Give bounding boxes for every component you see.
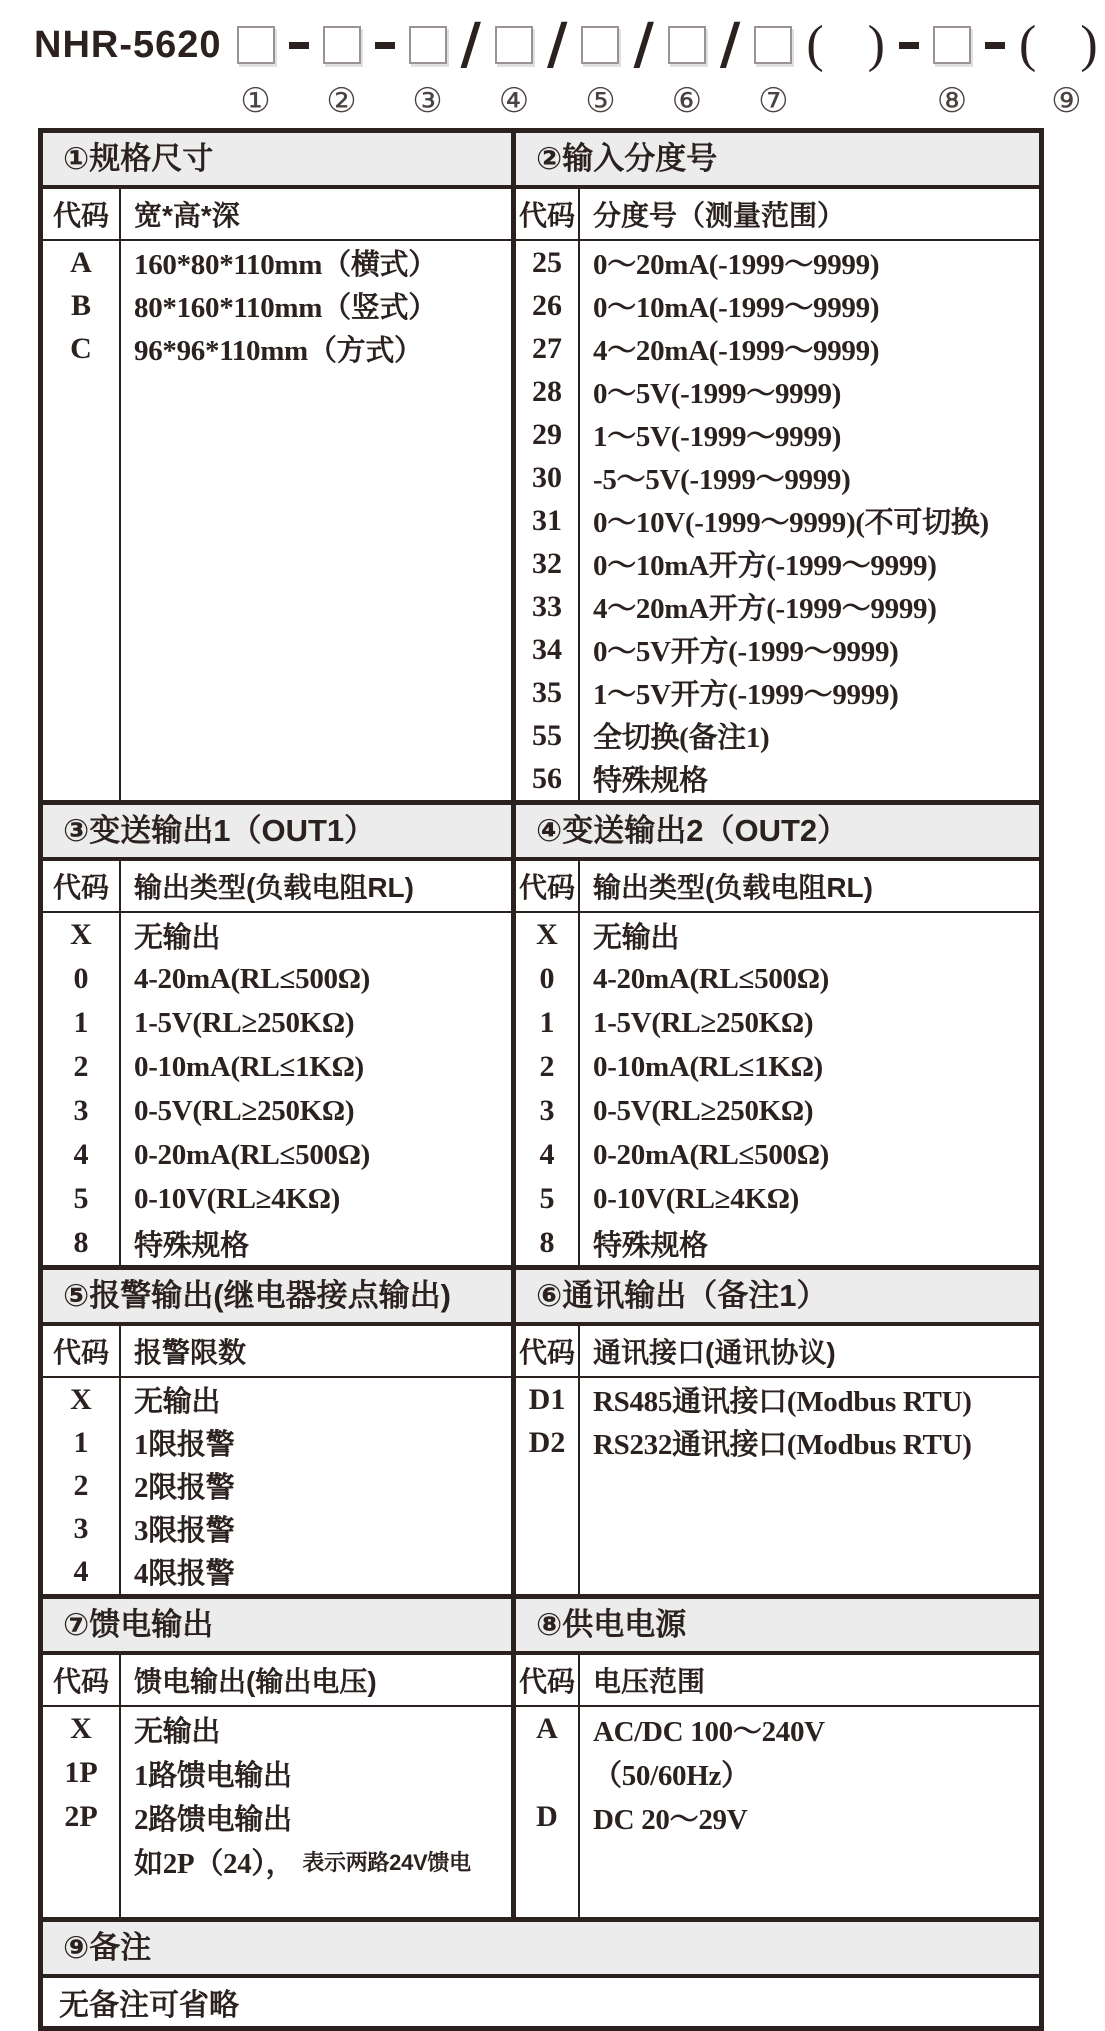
circled-number: ⑥ [671,81,703,121]
desc-cell: 2路馈电输出 [134,1803,292,1836]
code-cell: 1 [43,1421,121,1464]
desc-cell: 全切换(备注1) [593,722,770,754]
section-title: ⑧供电电源 [516,1599,1039,1655]
slash-symbol [461,10,481,80]
table-row [516,241,1039,284]
table-row [43,913,511,957]
circled-number: ⑤ [585,81,616,121]
code-cell: 1P [43,1751,121,1795]
desc-cell: （50/60Hz） [593,1759,750,1792]
table-row [516,456,1039,499]
code-segment [289,10,309,122]
table-row [516,327,1039,370]
column-header-row [516,1326,1039,1378]
table-row [43,1177,511,1221]
desc-cell: RS485通讯接口(Modbus RTU) [593,1386,972,1418]
code-cell: X [516,913,580,957]
code-segment [581,10,619,122]
close-paren: ) [867,16,885,73]
code-cell: 8 [43,1221,121,1265]
code-cell: X [43,1378,121,1421]
code-cell: 33 [516,585,580,628]
desc-cell: AC/DC 100～240V [593,1715,825,1748]
code-cell: 25 [516,241,580,284]
circled-number: ③ [412,81,443,121]
desc-cell: 0-10mA(RL≤1KΩ) [134,1050,364,1083]
table-row [516,413,1039,456]
section-s8 [516,1599,1039,1917]
table-row [516,1707,1039,1751]
code-cell: A [43,241,121,284]
code-cell: A [516,1707,580,1751]
section-s6 [516,1270,1039,1594]
desc-cell: 特殊规格 [134,1229,249,1262]
section-s5 [43,1270,516,1594]
code-cell: C [43,327,121,370]
code-column-header: 代码 [516,861,580,911]
desc-cell: 1-5V(RL≥250KΩ) [593,1006,814,1039]
code-cell: B [43,284,121,327]
code-segment [1019,10,1098,122]
desc-column-header: 报警限数 [134,1337,247,1368]
slash-symbol [720,10,740,80]
code-cell: 32 [516,542,580,585]
desc-column-header: 馈电输出(输出电压) [134,1666,377,1697]
table-row [516,542,1039,585]
desc-cell: 1-5V(RL≥250KΩ) [134,1006,355,1039]
slash-symbol [547,10,567,80]
dash-symbol [899,10,919,80]
code-column-header: 代码 [516,189,580,239]
desc-cell: 如2P（24）， 表示两路24V馈电 [134,1847,471,1880]
table-row [516,284,1039,327]
circled-number: ④ [498,81,530,121]
slash-symbol [633,10,653,80]
filler-row [43,370,511,800]
desc-cell [121,370,511,800]
section-title: ②输入分度号 [516,133,1039,189]
code-segment [933,10,971,122]
section-title: ④变送输出2（OUT2） [516,805,1039,861]
table-row [43,327,511,370]
circled-number: ① [240,81,271,121]
dash-separator-icon [375,42,395,49]
code-segment [237,10,275,122]
desc-note: 表示两路24V馈电 [302,1849,471,1875]
code-column-header: 代码 [516,1655,580,1705]
desc-column-header: 输出类型(负载电阻RL) [593,872,873,903]
code-cell: 0 [43,957,121,1001]
code-cell: 27 [516,327,580,370]
table-row [43,241,511,284]
desc-column-header: 分度号（测量范围） [593,200,846,231]
box-symbol [581,10,619,80]
desc-cell: RS232通讯接口(Modbus RTU) [593,1429,972,1461]
desc-cell: 4-20mA(RL≤500Ω) [134,962,370,995]
filler-row [516,1464,1039,1594]
section-s4 [516,805,1039,1265]
code-cell: 1 [43,1001,121,1045]
code-cell: 30 [516,456,580,499]
table-row [43,1421,511,1464]
table-row [516,757,1039,800]
section-body [43,913,511,1265]
code-cell [516,1464,580,1594]
table-row [43,1464,511,1507]
section-body [516,1707,1039,1917]
table-band [43,805,1039,1270]
section-s2 [516,133,1039,800]
code-segment [806,10,885,122]
desc-cell: 96*96*110mm（方式） [134,335,423,367]
table-row [43,1378,511,1421]
table-row [516,1221,1039,1265]
desc-cell: 0-5V(RL≥250KΩ) [593,1094,814,1127]
code-column-header: 代码 [43,189,121,239]
code-segment [375,10,395,122]
code-cell: 1 [516,1001,580,1045]
desc-cell: -5～5V(-1999～9999) [593,464,851,496]
code-segment [754,10,792,122]
code-box [237,26,275,64]
code-cell: 4 [516,1133,580,1177]
section-body [516,241,1039,800]
code-cell [516,1839,580,1917]
table-row [516,1133,1039,1177]
table-row [516,1421,1039,1464]
desc-cell: 4～20mA开方(-1999～9999) [593,593,937,625]
desc-cell [121,1883,511,1917]
desc-cell: 无输出 [134,921,221,954]
desc-column-header: 通讯接口(通讯协议) [593,1337,836,1368]
table-row [516,913,1039,957]
desc-cell: 80*160*110mm（竖式） [134,292,437,324]
code-cell: 56 [516,757,580,800]
dash-separator-icon [899,42,919,49]
section-body [516,913,1039,1265]
box-symbol [933,10,971,80]
table-band [43,1599,1039,1922]
desc-cell: 4限报警 [134,1558,235,1590]
code-column-header: 代码 [43,1655,121,1705]
table-row [516,585,1039,628]
desc-cell: 0～20mA(-1999～9999) [593,249,880,281]
table-row [43,1507,511,1550]
column-header-row [516,189,1039,241]
desc-cell: 4-20mA(RL≤500Ω) [593,962,829,995]
table-row [516,1378,1039,1421]
table-row [43,1089,511,1133]
table-row [43,1001,511,1045]
code-cell: 31 [516,499,580,542]
column-header-row [43,189,511,241]
dash-symbol [289,10,309,80]
box-symbol [754,10,792,80]
code-column-header: 代码 [43,861,121,911]
desc-cell: 0-10V(RL≥4KΩ) [593,1182,799,1215]
code-cell: 0 [516,957,580,1001]
code-cell: D1 [516,1378,580,1421]
table-row [516,1751,1039,1795]
desc-cell: DC 20～29V [593,1803,748,1836]
desc-cell: 无输出 [134,1715,221,1748]
slash-separator-icon: / [546,12,568,77]
code-cell: 2 [43,1464,121,1507]
code-box [409,26,447,64]
desc-cell [580,1839,1039,1917]
desc-column-header: 电压范围 [593,1666,706,1697]
desc-cell: 160*80*110mm（横式） [134,249,437,281]
desc-cell: 0～10mA开方(-1999～9999) [593,550,937,582]
desc-cell: 0～5V开方(-1999～9999) [593,636,899,668]
code-column-header: 代码 [516,1326,580,1376]
close-paren: ) [1080,16,1098,73]
dash-separator-icon [985,42,1005,49]
desc-cell: 0-5V(RL≥250KΩ) [134,1094,355,1127]
circled-number: ⑦ [758,81,789,121]
table-row [43,284,511,327]
table-row [516,628,1039,671]
circled-number: ⑨ [1051,81,1082,121]
code-cell: 4 [43,1133,121,1177]
box-symbol [495,10,533,80]
section-title: ⑦馈电输出 [43,1599,511,1655]
desc-cell: 0-20mA(RL≤500Ω) [134,1138,370,1171]
column-header-row [43,1326,511,1378]
section-s7 [43,1599,516,1917]
code-column-header: 代码 [43,1326,121,1376]
table-row [43,1221,511,1265]
code-box [668,26,706,64]
table-row [516,370,1039,413]
code-cell [43,1839,121,1883]
section-body [43,241,511,800]
table-row [516,1045,1039,1089]
table-row [516,671,1039,714]
column-header-row [516,1655,1039,1707]
code-cell: D2 [516,1421,580,1464]
desc-cell: 特殊规格 [593,765,708,797]
selection-table [38,128,1044,2031]
box-symbol [323,10,361,80]
desc-cell: 4～20mA(-1999～9999) [593,335,880,367]
code-cell [43,1593,121,1594]
column-header-row [43,1655,511,1707]
slash-separator-icon: / [460,12,481,77]
code-cell: 2P [43,1795,121,1839]
code-cell: 3 [43,1089,121,1133]
filler-row [43,1593,511,1594]
code-cell [516,1751,580,1795]
code-segment [985,10,1005,122]
code-cell: 2 [516,1045,580,1089]
column-header-row [43,861,511,913]
remarks-row: 无备注可省略 [59,1989,239,2022]
circled-number: ② [326,81,357,121]
column-header-row [516,861,1039,913]
table-row [43,1751,511,1795]
model-code-line [0,0,1098,122]
code-box [581,26,619,64]
table-row [516,499,1039,542]
section-body [516,1378,1039,1594]
code-segment [668,10,706,122]
box-symbol [237,10,275,80]
code-cell [43,370,121,800]
code-cell: X [43,913,121,957]
desc-cell: 1限报警 [134,1429,235,1461]
desc-cell: 0-20mA(RL≤500Ω) [593,1138,829,1171]
code-cell: 5 [516,1177,580,1221]
code-segment [547,10,567,122]
table-band [43,1270,1039,1599]
slash-separator-icon: / [719,12,741,77]
desc-cell: 0～10mA(-1999～9999) [593,292,880,324]
desc-cell [121,1593,511,1594]
slash-separator-icon: / [633,12,654,77]
desc-cell: 1～5V(-1999～9999) [593,421,842,453]
dash-symbol [375,10,395,80]
code-cell: 5 [43,1177,121,1221]
filler-row [516,1839,1039,1917]
table-row [43,1045,511,1089]
code-cell: 28 [516,370,580,413]
section-s3 [43,805,516,1265]
table-row [516,1795,1039,1839]
code-box [754,26,792,64]
code-cell: 29 [516,413,580,456]
code-cell: 55 [516,714,580,757]
code-cell: 26 [516,284,580,327]
section-body [43,1378,511,1594]
table-row [516,1177,1039,1221]
desc-cell [580,1464,1039,1594]
section-title: ①规格尺寸 [43,133,511,189]
table-row [43,1550,511,1593]
table-row [43,1707,511,1751]
section-title: ⑥通讯输出（备注1） [516,1270,1039,1326]
section-s9 [43,1922,1039,2026]
desc-column-header: 宽*高*深 [134,200,240,231]
table-row [43,1839,511,1883]
section-s1 [43,133,516,800]
code-cell [43,1883,121,1917]
desc-cell: 0～5V(-1999～9999) [593,378,842,410]
code-cell: 4 [43,1550,121,1593]
table-row [516,957,1039,1001]
parens-symbol [806,10,885,80]
table-row [43,1133,511,1177]
dash-symbol [985,10,1005,80]
code-cell: D [516,1795,580,1839]
code-segment [323,10,361,122]
code-segment [461,10,481,122]
desc-cell: 0-10mA(RL≤1KΩ) [593,1050,823,1083]
desc-cell: 2限报警 [134,1472,235,1504]
code-cell: 34 [516,628,580,671]
desc-cell: 特殊规格 [593,1229,708,1262]
desc-column-header: 输出类型(负载电阻RL) [134,872,414,903]
table-row [516,714,1039,757]
code-cell: 35 [516,671,580,714]
desc-cell: 0-10V(RL≥4KΩ) [134,1182,340,1215]
code-box [323,26,361,64]
code-cell: 3 [516,1089,580,1133]
open-paren: ( [1019,16,1037,73]
table-row [43,957,511,1001]
open-paren: ( [806,16,824,73]
desc-cell: 0～10V(-1999～9999)(不可切换) [593,507,989,539]
dash-separator-icon [289,42,309,49]
table-row [516,1089,1039,1133]
code-segment [633,10,653,122]
section-title: ⑨备注 [43,1922,1039,1978]
code-box [933,26,971,64]
code-cell: 2 [43,1045,121,1089]
desc-cell: 无输出 [593,921,680,954]
section-title: ⑤报警输出(继电器接点输出) [43,1270,511,1326]
code-cell: 8 [516,1221,580,1265]
model-code-segments [230,10,1105,122]
circled-number: ⑧ [936,81,968,121]
desc-cell: 1路馈电输出 [134,1759,292,1792]
code-segment [495,10,533,122]
section-body [43,1707,511,1917]
code-cell: X [43,1707,121,1751]
code-segment [720,10,740,122]
desc-cell: 无输出 [134,1386,221,1418]
table-band-remarks [43,1922,1039,2026]
code-segment [409,10,447,122]
code-segment [899,10,919,122]
model-number: NHR-5620 [34,24,222,66]
box-symbol [668,10,706,80]
desc-cell: 3限报警 [134,1515,235,1547]
code-box [495,26,533,64]
filler-row [43,1883,511,1917]
table-row [43,1795,511,1839]
table-row [516,1001,1039,1045]
code-cell: 3 [43,1507,121,1550]
section-title: ③变送输出1（OUT1） [43,805,511,861]
box-symbol [409,10,447,80]
parens-symbol [1019,10,1098,80]
table-band [43,133,1039,805]
desc-cell: 1～5V开方(-1999～9999) [593,679,899,711]
